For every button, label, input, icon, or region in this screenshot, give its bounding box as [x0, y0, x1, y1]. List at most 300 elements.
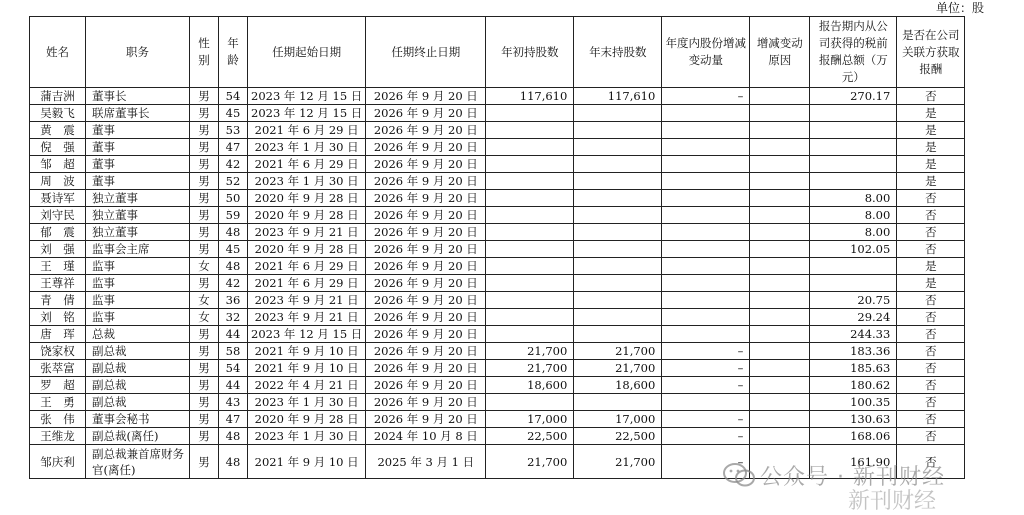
end-shares-cell [574, 190, 662, 207]
age-cell: 45 [219, 241, 248, 258]
name-cell: 王尊祥 [30, 275, 86, 292]
watermark-line2: 新刊财经 [848, 489, 937, 514]
change-cell [662, 292, 750, 309]
start-date-cell: 2023 年 1 月 30 日 [248, 394, 366, 411]
title-cell: 联席董事长 [86, 105, 190, 122]
begin-shares-cell [486, 241, 574, 258]
end-shares-cell [574, 122, 662, 139]
gender-cell: 男 [190, 88, 219, 105]
related-party-cell: 是 [897, 258, 965, 275]
gender-cell: 男 [190, 428, 219, 445]
begin-shares-cell: 21,700 [486, 445, 574, 479]
age-cell: 50 [219, 190, 248, 207]
gender-cell: 女 [190, 258, 219, 275]
related-party-cell: 否 [897, 394, 965, 411]
pay-cell [810, 139, 897, 156]
related-party-cell: 是 [897, 139, 965, 156]
reason-cell [750, 190, 810, 207]
col-header: 性别 [190, 17, 219, 88]
pay-cell: 183.36 [810, 343, 897, 360]
title-cell: 副总裁 [86, 394, 190, 411]
title-cell: 独立董事 [86, 224, 190, 241]
pay-cell: 168.06 [810, 428, 897, 445]
reason-cell [750, 428, 810, 445]
reason-cell [750, 258, 810, 275]
start-date-cell: 2021 年 6 月 29 日 [248, 156, 366, 173]
reason-cell [750, 122, 810, 139]
pay-cell: 8.00 [810, 224, 897, 241]
reason-cell [750, 360, 810, 377]
start-date-cell: 2021 年 6 月 29 日 [248, 258, 366, 275]
start-date-cell: 2023 年 1 月 30 日 [248, 139, 366, 156]
title-cell: 副总裁 [86, 343, 190, 360]
start-date-cell: 2020 年 9 月 28 日 [248, 241, 366, 258]
reason-cell [750, 156, 810, 173]
end-date-cell: 2025 年 3 月 1 日 [366, 445, 486, 479]
begin-shares-cell: 21,700 [486, 360, 574, 377]
name-cell: 王 瑾 [30, 258, 86, 275]
related-party-cell: 否 [897, 377, 965, 394]
name-cell: 邹庆利 [30, 445, 86, 479]
header-row [30, 17, 965, 88]
name-cell: 刘守民 [30, 207, 86, 224]
change-cell [662, 207, 750, 224]
related-party-cell: 否 [897, 309, 965, 326]
table-row [30, 190, 965, 207]
change-cell [662, 156, 750, 173]
end-shares-cell [574, 173, 662, 190]
end-shares-cell [574, 258, 662, 275]
change-cell: – [662, 428, 750, 445]
end-date-cell: 2026 年 9 月 20 日 [366, 139, 486, 156]
change-cell: – [662, 88, 750, 105]
table-row [30, 88, 965, 105]
table-row [30, 105, 965, 122]
start-date-cell: 2021 年 6 月 29 日 [248, 275, 366, 292]
related-party-cell: 否 [897, 411, 965, 428]
end-date-cell: 2026 年 9 月 20 日 [366, 105, 486, 122]
related-party-cell: 是 [897, 173, 965, 190]
gender-cell: 男 [190, 190, 219, 207]
end-date-cell: 2026 年 9 月 20 日 [366, 377, 486, 394]
gender-cell: 男 [190, 207, 219, 224]
pay-cell: 100.35 [810, 394, 897, 411]
col-header: 年度内股份增减变动量 [662, 17, 750, 88]
pay-cell: 161.90 [810, 445, 897, 479]
end-date-cell: 2026 年 9 月 20 日 [366, 173, 486, 190]
table-row [30, 241, 965, 258]
related-party-cell: 是 [897, 156, 965, 173]
reason-cell [750, 292, 810, 309]
age-cell: 42 [219, 275, 248, 292]
gender-cell: 男 [190, 411, 219, 428]
name-cell: 倪 强 [30, 139, 86, 156]
related-party-cell: 是 [897, 122, 965, 139]
related-party-cell: 否 [897, 360, 965, 377]
reason-cell [750, 105, 810, 122]
age-cell: 48 [219, 428, 248, 445]
begin-shares-cell [486, 207, 574, 224]
col-header: 报告期内从公司获得的税前报酬总额（万元） [810, 17, 897, 88]
start-date-cell: 2023 年 9 月 21 日 [248, 292, 366, 309]
end-date-cell: 2026 年 9 月 20 日 [366, 156, 486, 173]
reason-cell [750, 377, 810, 394]
age-cell: 42 [219, 156, 248, 173]
age-cell: 36 [219, 292, 248, 309]
related-party-cell: 否 [897, 241, 965, 258]
begin-shares-cell [486, 105, 574, 122]
begin-shares-cell [486, 275, 574, 292]
gender-cell: 男 [190, 105, 219, 122]
gender-cell: 女 [190, 292, 219, 309]
end-shares-cell [574, 292, 662, 309]
name-cell: 邹 超 [30, 156, 86, 173]
table-row [30, 258, 965, 275]
pay-cell [810, 173, 897, 190]
change-cell [662, 122, 750, 139]
col-header: 任期终止日期 [366, 17, 486, 88]
change-cell [662, 241, 750, 258]
col-header: 年初持股数 [486, 17, 574, 88]
reason-cell [750, 445, 810, 479]
title-cell: 监事 [86, 275, 190, 292]
related-party-cell: 否 [897, 224, 965, 241]
age-cell: 54 [219, 360, 248, 377]
pay-cell: 29.24 [810, 309, 897, 326]
related-party-cell: 否 [897, 445, 965, 479]
end-shares-cell [574, 309, 662, 326]
pay-cell: 244.33 [810, 326, 897, 343]
begin-shares-cell [486, 173, 574, 190]
reason-cell [750, 241, 810, 258]
name-cell: 张 伟 [30, 411, 86, 428]
name-cell: 聂诗军 [30, 190, 86, 207]
name-cell: 周 波 [30, 173, 86, 190]
pay-cell [810, 275, 897, 292]
end-shares-cell [574, 156, 662, 173]
gender-cell: 男 [190, 224, 219, 241]
end-date-cell: 2026 年 9 月 20 日 [366, 241, 486, 258]
name-cell: 张萃富 [30, 360, 86, 377]
reason-cell [750, 326, 810, 343]
age-cell: 43 [219, 394, 248, 411]
title-cell: 副总裁 [86, 360, 190, 377]
end-date-cell: 2026 年 9 月 20 日 [366, 360, 486, 377]
start-date-cell: 2021 年 9 月 10 日 [248, 445, 366, 479]
table-row [30, 411, 965, 428]
age-cell: 32 [219, 309, 248, 326]
begin-shares-cell [486, 156, 574, 173]
gender-cell: 男 [190, 394, 219, 411]
age-cell: 48 [219, 224, 248, 241]
change-cell: – [662, 411, 750, 428]
col-header: 职务 [86, 17, 190, 88]
reason-cell [750, 88, 810, 105]
age-cell: 44 [219, 377, 248, 394]
end-date-cell: 2026 年 9 月 20 日 [366, 343, 486, 360]
end-shares-cell [574, 394, 662, 411]
begin-shares-cell: 18,600 [486, 377, 574, 394]
table-row [30, 377, 965, 394]
end-shares-cell [574, 105, 662, 122]
age-cell: 45 [219, 105, 248, 122]
gender-cell: 男 [190, 156, 219, 173]
end-date-cell: 2026 年 9 月 20 日 [366, 309, 486, 326]
table-row [30, 207, 965, 224]
gender-cell: 男 [190, 173, 219, 190]
end-date-cell: 2026 年 9 月 20 日 [366, 326, 486, 343]
end-date-cell: 2026 年 9 月 20 日 [366, 207, 486, 224]
reason-cell [750, 309, 810, 326]
end-shares-cell: 21,700 [574, 445, 662, 479]
name-cell: 罗 超 [30, 377, 86, 394]
col-header: 年末持股数 [574, 17, 662, 88]
related-party-cell: 否 [897, 88, 965, 105]
pay-cell: 102.05 [810, 241, 897, 258]
age-cell: 48 [219, 258, 248, 275]
title-cell: 董事 [86, 156, 190, 173]
pay-cell: 180.62 [810, 377, 897, 394]
end-shares-cell [574, 207, 662, 224]
reason-cell [750, 139, 810, 156]
end-date-cell: 2026 年 9 月 20 日 [366, 411, 486, 428]
related-party-cell: 否 [897, 343, 965, 360]
begin-shares-cell: 22,500 [486, 428, 574, 445]
start-date-cell: 2020 年 9 月 28 日 [248, 411, 366, 428]
reason-cell [750, 343, 810, 360]
title-cell: 副总裁兼首席财务官(离任) [86, 445, 190, 479]
start-date-cell: 2023 年 9 月 21 日 [248, 224, 366, 241]
begin-shares-cell [486, 326, 574, 343]
begin-shares-cell [486, 292, 574, 309]
change-cell: – [662, 360, 750, 377]
change-cell [662, 190, 750, 207]
related-party-cell: 否 [897, 326, 965, 343]
title-cell: 董事 [86, 139, 190, 156]
related-party-cell: 是 [897, 275, 965, 292]
change-cell [662, 105, 750, 122]
title-cell: 董事会秘书 [86, 411, 190, 428]
title-cell: 独立董事 [86, 190, 190, 207]
end-shares-cell [574, 326, 662, 343]
pay-cell [810, 122, 897, 139]
age-cell: 44 [219, 326, 248, 343]
age-cell: 52 [219, 173, 248, 190]
pay-cell: 185.63 [810, 360, 897, 377]
reason-cell [750, 394, 810, 411]
begin-shares-cell [486, 122, 574, 139]
related-party-cell: 否 [897, 292, 965, 309]
name-cell: 蒲吉洲 [30, 88, 86, 105]
change-cell: – [662, 343, 750, 360]
change-cell [662, 394, 750, 411]
name-cell: 刘 铭 [30, 309, 86, 326]
col-header: 年龄 [219, 17, 248, 88]
table-row [30, 292, 965, 309]
reason-cell [750, 275, 810, 292]
end-shares-cell [574, 241, 662, 258]
age-cell: 47 [219, 139, 248, 156]
start-date-cell: 2020 年 9 月 28 日 [248, 207, 366, 224]
table-row [30, 360, 965, 377]
change-cell [662, 173, 750, 190]
end-date-cell: 2026 年 9 月 20 日 [366, 292, 486, 309]
end-shares-cell [574, 224, 662, 241]
start-date-cell: 2023 年 9 月 21 日 [248, 309, 366, 326]
start-date-cell: 2023 年 12 月 15 日 [248, 105, 366, 122]
gender-cell: 男 [190, 343, 219, 360]
name-cell: 青 倩 [30, 292, 86, 309]
table-row [30, 139, 965, 156]
change-cell [662, 275, 750, 292]
start-date-cell: 2020 年 9 月 28 日 [248, 190, 366, 207]
age-cell: 54 [219, 88, 248, 105]
col-header: 增减变动原因 [750, 17, 810, 88]
gender-cell: 男 [190, 360, 219, 377]
table-row [30, 173, 965, 190]
age-cell: 59 [219, 207, 248, 224]
title-cell: 董事 [86, 173, 190, 190]
change-cell: – [662, 445, 750, 479]
begin-shares-cell [486, 309, 574, 326]
pay-cell: 130.63 [810, 411, 897, 428]
start-date-cell: 2021 年 6 月 29 日 [248, 122, 366, 139]
reason-cell [750, 224, 810, 241]
gender-cell: 女 [190, 309, 219, 326]
reason-cell [750, 173, 810, 190]
end-date-cell: 2026 年 9 月 20 日 [366, 88, 486, 105]
col-header: 是否在公司关联方获取报酬 [897, 17, 965, 88]
title-cell: 监事会主席 [86, 241, 190, 258]
begin-shares-cell: 21,700 [486, 343, 574, 360]
title-cell: 独立董事 [86, 207, 190, 224]
pay-cell [810, 105, 897, 122]
gender-cell: 男 [190, 377, 219, 394]
table-row [30, 428, 965, 445]
pay-cell: 270.17 [810, 88, 897, 105]
change-cell [662, 326, 750, 343]
unit-label: 单位：股 [935, 1, 984, 15]
executive-compensation-table [29, 16, 965, 479]
related-party-cell: 否 [897, 207, 965, 224]
pay-cell: 8.00 [810, 190, 897, 207]
start-date-cell: 2022 年 4 月 21 日 [248, 377, 366, 394]
title-cell: 监事 [86, 292, 190, 309]
title-cell: 副总裁 [86, 377, 190, 394]
pay-cell [810, 258, 897, 275]
table-row [30, 309, 965, 326]
title-cell: 副总裁(离任) [86, 428, 190, 445]
name-cell: 王 勇 [30, 394, 86, 411]
pay-cell [810, 156, 897, 173]
title-cell: 监事 [86, 258, 190, 275]
begin-shares-cell [486, 394, 574, 411]
end-date-cell: 2026 年 9 月 20 日 [366, 224, 486, 241]
end-shares-cell [574, 275, 662, 292]
name-cell: 郁 震 [30, 224, 86, 241]
gender-cell: 男 [190, 326, 219, 343]
end-shares-cell: 17,000 [574, 411, 662, 428]
start-date-cell: 2023 年 1 月 30 日 [248, 173, 366, 190]
begin-shares-cell: 17,000 [486, 411, 574, 428]
name-cell: 刘 强 [30, 241, 86, 258]
change-cell [662, 224, 750, 241]
name-cell: 吴毅飞 [30, 105, 86, 122]
related-party-cell: 是 [897, 105, 965, 122]
end-date-cell: 2026 年 9 月 20 日 [366, 122, 486, 139]
change-cell [662, 309, 750, 326]
end-shares-cell: 117,610 [574, 88, 662, 105]
col-header: 任期起始日期 [248, 17, 366, 88]
name-cell: 黄 震 [30, 122, 86, 139]
table-row [30, 445, 965, 479]
begin-shares-cell [486, 258, 574, 275]
begin-shares-cell [486, 139, 574, 156]
end-date-cell: 2024 年 10 月 8 日 [366, 428, 486, 445]
title-cell: 监事 [86, 309, 190, 326]
end-shares-cell: 21,700 [574, 343, 662, 360]
age-cell: 47 [219, 411, 248, 428]
start-date-cell: 2021 年 9 月 10 日 [248, 360, 366, 377]
start-date-cell: 2021 年 9 月 10 日 [248, 343, 366, 360]
watermark-line1: 公众号 · 新刊财经 [760, 465, 945, 490]
reason-cell [750, 411, 810, 428]
change-cell [662, 139, 750, 156]
end-shares-cell: 21,700 [574, 360, 662, 377]
related-party-cell: 否 [897, 190, 965, 207]
table-row [30, 275, 965, 292]
start-date-cell: 2023 年 1 月 30 日 [248, 428, 366, 445]
title-cell: 董事 [86, 122, 190, 139]
pay-cell: 20.75 [810, 292, 897, 309]
age-cell: 53 [219, 122, 248, 139]
age-cell: 48 [219, 445, 248, 479]
end-shares-cell: 22,500 [574, 428, 662, 445]
change-cell [662, 258, 750, 275]
table-row [30, 343, 965, 360]
end-shares-cell [574, 139, 662, 156]
table-row [30, 156, 965, 173]
begin-shares-cell [486, 190, 574, 207]
col-header: 姓名 [30, 17, 86, 88]
pay-cell: 8.00 [810, 207, 897, 224]
begin-shares-cell [486, 224, 574, 241]
begin-shares-cell: 117,610 [486, 88, 574, 105]
end-shares-cell: 18,600 [574, 377, 662, 394]
name-cell: 唐 珲 [30, 326, 86, 343]
table-row [30, 394, 965, 411]
gender-cell: 男 [190, 139, 219, 156]
start-date-cell: 2023 年 12 月 15 日 [248, 326, 366, 343]
end-date-cell: 2026 年 9 月 20 日 [366, 275, 486, 292]
table-row [30, 224, 965, 241]
end-date-cell: 2026 年 9 月 20 日 [366, 394, 486, 411]
name-cell: 饶家权 [30, 343, 86, 360]
age-cell: 58 [219, 343, 248, 360]
gender-cell: 男 [190, 275, 219, 292]
start-date-cell: 2023 年 12 月 15 日 [248, 88, 366, 105]
gender-cell: 男 [190, 445, 219, 479]
table-row [30, 326, 965, 343]
title-cell: 总裁 [86, 326, 190, 343]
end-date-cell: 2026 年 9 月 20 日 [366, 258, 486, 275]
end-date-cell: 2026 年 9 月 20 日 [366, 190, 486, 207]
related-party-cell: 否 [897, 428, 965, 445]
name-cell: 王维龙 [30, 428, 86, 445]
change-cell: – [662, 377, 750, 394]
table-row [30, 122, 965, 139]
title-cell: 董事长 [86, 88, 190, 105]
